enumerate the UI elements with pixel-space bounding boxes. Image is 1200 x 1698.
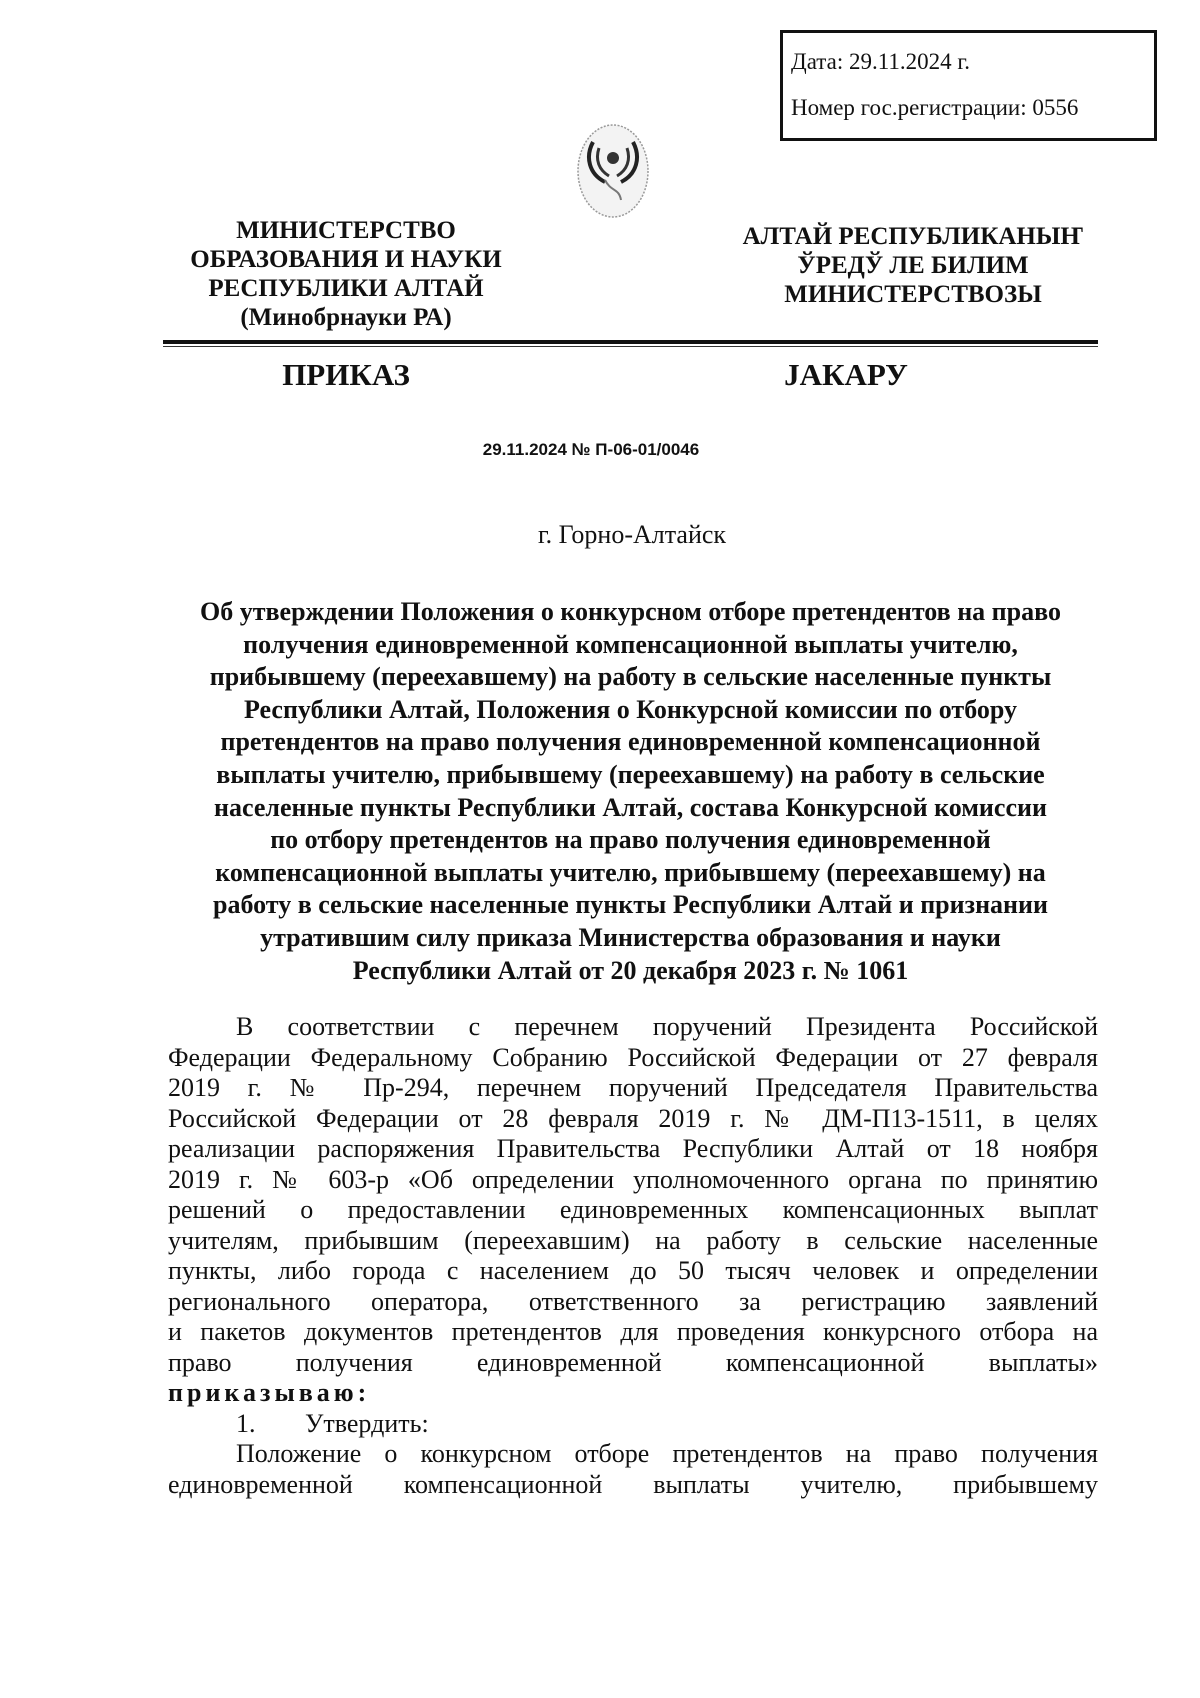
document-title bbox=[163, 596, 1098, 987]
header-line: ОБРАЗОВАНИЯ И НАУКИ bbox=[190, 246, 502, 273]
body-line: 2019 г. № 603-р «Об определении уполномоченного органа по принятию bbox=[168, 1164, 1098, 1194]
header-divider bbox=[163, 340, 1098, 344]
date-label: Дата: bbox=[791, 49, 844, 74]
body-line: 2019 г. № Пр-294, перечнем поручений Председателя Правительства bbox=[168, 1073, 1098, 1102]
body-line: Российской Федерации от 28 февраля 2019 г. № ДМ-П13-1511, в целях bbox=[168, 1103, 1098, 1133]
document-body bbox=[168, 1012, 1098, 1500]
title-line: работу в сельские населенные пункты Республики Алтай и признании bbox=[213, 890, 1048, 920]
number-value: 0556 bbox=[1032, 95, 1079, 120]
header-line: МИНИСТЕРСТВО bbox=[236, 217, 456, 244]
registration-number bbox=[791, 95, 1078, 121]
order-label-russian: ПРИКАЗ bbox=[282, 357, 410, 392]
title-line: Об утверждении Положения о конкурсном отборе претендентов на право bbox=[200, 597, 1061, 626]
title-line: населенные пункты Республики Алтай, состава Конкурсной комиссии bbox=[214, 792, 1047, 822]
body-line: Федерации Федеральному Собранию Российской Федерации от 27 февраля bbox=[168, 1042, 1098, 1072]
header-line: (Минобрнауки РА) bbox=[240, 304, 452, 331]
body-line: пункты, либо города с населением до 50 тысяч человек и определении bbox=[168, 1256, 1098, 1285]
date-value: 29.11.2024 г. bbox=[848, 49, 970, 74]
body-line: решений о предоставлении единовременных компенсационных выплат bbox=[168, 1195, 1098, 1224]
city: г. Горно-Алтайск bbox=[537, 520, 727, 549]
emblem-icon bbox=[575, 122, 651, 220]
order-label-altai: ЈАКАРУ bbox=[784, 357, 908, 392]
title-line: Республики Алтай от 20 декабря 2023 г. № 1061 bbox=[352, 955, 909, 985]
ministry-name-altai bbox=[740, 222, 1086, 309]
header-line: ЎРЕДЎ ЛЕ БИЛИМ bbox=[797, 252, 1029, 279]
title-line: претендентов на право получения единовременной компенсационной bbox=[220, 727, 1041, 757]
title-line: утратившим силу приказа Министерства образования и науки bbox=[260, 922, 1001, 952]
body-line: и пакетов документов претендентов для проведения конкурсного отбора на bbox=[168, 1317, 1098, 1346]
header-line: МИНИСТЕРСТВОЗЫ bbox=[784, 281, 1042, 308]
body-line: Положение о конкурсном отборе претендентов на право получения bbox=[236, 1439, 1098, 1468]
body-line: единовременной компенсационной выплаты учителю, прибывшему bbox=[168, 1469, 1098, 1499]
registration-date bbox=[791, 49, 970, 75]
body-line: реализации распоряжения Правительства Республики Алтай от 18 ноября bbox=[168, 1134, 1098, 1163]
header-line: РЕСПУБЛИКИ АЛТАЙ bbox=[208, 275, 484, 302]
item-number: 1. bbox=[236, 1408, 256, 1438]
body-line: право получения единовременной компенсационной выплаты» bbox=[168, 1347, 1098, 1377]
number-label: Номер гос.регистрации: bbox=[791, 95, 1027, 120]
title-line: Республики Алтай, Положения о Конкурсной комиссии по отбору bbox=[244, 694, 1017, 724]
title-line: компенсационной выплаты учителю, прибывшему (переехавшему) на bbox=[215, 857, 1046, 887]
registration-box bbox=[780, 30, 1157, 141]
title-line: выплаты учителю, прибывшему (переехавшему) на работу в сельские bbox=[216, 759, 1045, 789]
item-text: Утвердить: bbox=[305, 1408, 429, 1438]
title-line: прибывшему (переехавшему) на работу в сельские населенные пункты bbox=[209, 662, 1052, 692]
header-line: АЛТАЙ РЕСПУБЛИКАНЫҤ bbox=[742, 223, 1084, 250]
title-line: по отбору претендентов на право получения единовременной bbox=[270, 825, 991, 855]
body-line: учителям, прибывшим (переехавшим) на работу в сельские населенные bbox=[168, 1225, 1098, 1255]
order-number: 29.11.2024 № П-06-01/0046 bbox=[482, 440, 700, 459]
body-line: В соответствии с перечнем поручений Президента Российской bbox=[236, 1012, 1098, 1041]
decree-word: приказываю: bbox=[168, 1378, 371, 1407]
header-divider-thin bbox=[163, 346, 1098, 347]
title-line: получения единовременной компенсационной выплаты учителю, bbox=[243, 629, 1018, 659]
body-line: регионального оператора, ответственного за регистрацию заявлений bbox=[168, 1286, 1098, 1316]
ministry-name-russian bbox=[186, 216, 506, 332]
list-item-1 bbox=[168, 1409, 1098, 1440]
